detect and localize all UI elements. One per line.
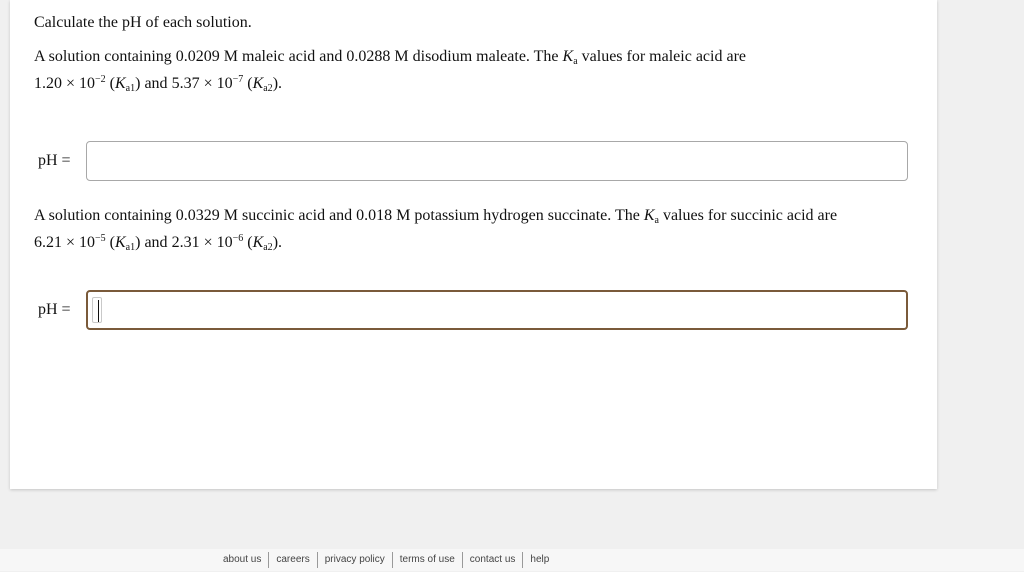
ka2-value: 5.37 × 10	[171, 75, 233, 92]
footer-link-privacy-policy[interactable]: privacy policy	[324, 554, 385, 565]
ka2-exponent: −6	[232, 233, 244, 244]
answer-row-1	[34, 141, 914, 181]
question-2-line-2: $6.21 \times 10^{-5}$ $(K_{a1})$ and $2.31 \times 10^{-6}$ $(K_{a2})$.	[34, 233, 283, 253]
footer-link-terms-of-use[interactable]: terms of use	[399, 554, 455, 565]
footer-link-careers[interactable]: careers	[276, 554, 310, 565]
ph-label: pH =	[38, 152, 71, 169]
ka1-value: 6.21 × 10	[34, 234, 96, 251]
ka1-value: 1.20 × 10	[34, 75, 96, 92]
footer	[0, 549, 1024, 571]
ka2-value: 2.31 × 10	[171, 234, 233, 251]
footer-link-about-us[interactable]: about us	[223, 554, 262, 565]
question-1-text	[34, 43, 924, 97]
ka-symbol: K	[562, 48, 574, 65]
answer-row-2	[34, 290, 914, 330]
ka1-exponent: −5	[95, 233, 106, 244]
text-caret	[98, 300, 99, 322]
question-1-line-1: A solution containing 0.0209 M maleic acid and 0.0288 M disodium maleate. The $K_a$ values for maleic acid are	[34, 48, 746, 67]
footer-links	[216, 552, 556, 568]
question-2-text	[34, 202, 924, 256]
question-2-line-1: A solution containing 0.0329 M succinic acid and 0.018 M potassium hydrogen succinate. The $K_a$ values for succinic acid are	[34, 207, 838, 226]
ka2-exponent: −7	[232, 74, 244, 85]
footer-link-contact-us[interactable]: contact us	[469, 554, 516, 565]
footer-link-help[interactable]: help	[530, 554, 550, 565]
instructions-heading: Calculate the pH of each solution.	[34, 14, 252, 31]
question-1-line-2: $1.20 \times 10^{-2}$ $(K_{a1})$ and $5.37 \times 10^{-7}$ $(K_{a2})$.	[34, 74, 283, 94]
ph-answer-input-2[interactable]	[86, 290, 908, 330]
ka1-exponent: −2	[95, 74, 106, 85]
equation-editor-box[interactable]	[92, 297, 102, 323]
ph-answer-input-1[interactable]	[86, 141, 908, 181]
ka-symbol: K	[643, 207, 655, 224]
ph-label: pH =	[38, 301, 71, 318]
question-card	[10, 0, 937, 489]
